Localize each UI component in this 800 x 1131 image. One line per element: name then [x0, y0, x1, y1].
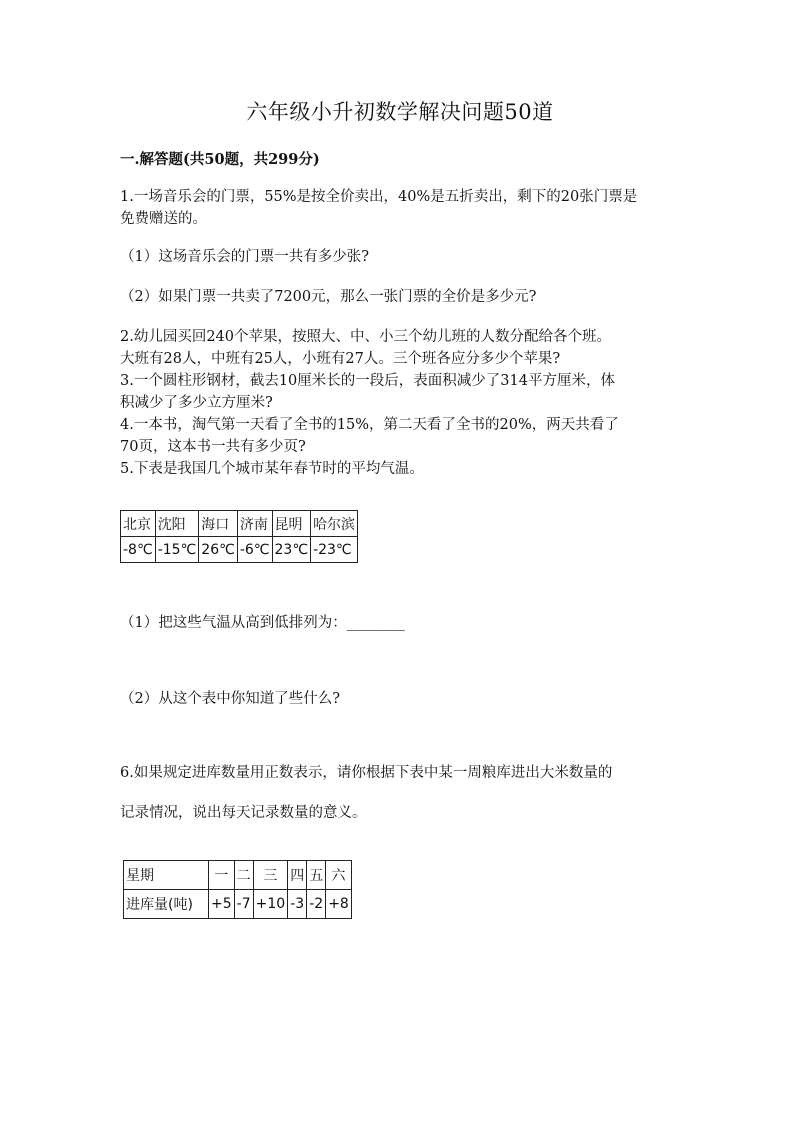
table-cell-city: 昆明 [272, 511, 311, 537]
page-title: 六年级小升初数学解决问题50道 [246, 100, 554, 124]
table-header-cell: 五 [307, 861, 326, 890]
table-cell-temp: -15℃ [155, 537, 199, 563]
table-row [121, 537, 358, 563]
question-6-line-1: 6.如果规定进库数量用正数表示，请你根据下表中某一周粮库进出大米数量的 [120, 765, 613, 781]
table-header-cell: 星期 [124, 861, 209, 890]
table-row [124, 890, 352, 919]
question-1-line-2: 免费赠送的。 [120, 211, 207, 227]
question-2-line-1: 2.幼儿园买回240个苹果，按照大、中、小三个幼儿班的人数分配给各个班。 [120, 329, 612, 345]
question-5-sub-2: （2）从这个表中你知道了些什么? [120, 691, 340, 707]
question-5-sub-1: （1）把这些气温从高到低排列为：________ [120, 615, 405, 631]
table-cell-city: 济南 [237, 511, 272, 537]
table-row [124, 861, 352, 890]
table-cell: +10 [253, 890, 288, 919]
table-header-cell: 二 [234, 861, 253, 890]
question-1-sub-1: （1）这场音乐会的门票一共有多少张? [120, 249, 369, 265]
section-heading: 一.解答题(共50题，共299分) [120, 151, 320, 168]
question-4-line-2: 70页，这本书一共有多少页? [120, 439, 306, 455]
table-cell-temp: 26℃ [199, 537, 238, 563]
table-row [121, 511, 358, 537]
table-header-cell: 六 [326, 861, 352, 890]
table-header-cell: 一 [209, 861, 235, 890]
table-cell-city: 哈尔滨 [311, 511, 358, 537]
table-cell: +5 [209, 890, 235, 919]
table-cell-city: 北京 [121, 511, 156, 537]
question-6-line-2: 记录情况，说出每天记录数量的意义。 [120, 805, 367, 821]
warehouse-table [123, 860, 352, 919]
table-cell-city: 沈阳 [155, 511, 199, 537]
question-1-line-1: 1.一场音乐会的门票，55%是按全价卖出，40%是五折卖出，剩下的20张门票是 [120, 189, 638, 205]
question-3-line-2: 积减少了多少立方厘米? [120, 395, 273, 411]
table-cell-city: 海口 [199, 511, 238, 537]
question-2-line-2: 大班有28人，中班有25人，小班有27人。三个班各应分多少个苹果? [120, 351, 561, 367]
table-cell: 进库量(吨) [124, 890, 209, 919]
table-cell-temp: 23℃ [272, 537, 311, 563]
table-header-cell: 四 [288, 861, 307, 890]
table-cell-temp: -8℃ [121, 537, 156, 563]
question-5-line-1: 5.下表是我国几个城市某年春节时的平均气温。 [120, 461, 424, 477]
temperature-table [120, 510, 358, 563]
table-cell-temp: -23℃ [311, 537, 358, 563]
table-cell-temp: -6℃ [237, 537, 272, 563]
question-4-line-1: 4.一本书，淘气第一天看了全书的15%，第二天看了全书的20%，两天共看了 [120, 417, 619, 433]
question-3-line-1: 3.一个圆柱形钢材，截去10厘米长的一段后，表面积减少了314平方厘米，体 [120, 373, 615, 389]
table-cell: +8 [326, 890, 352, 919]
table-cell: -3 [288, 890, 307, 919]
table-cell: -2 [307, 890, 326, 919]
table-cell: -7 [234, 890, 253, 919]
question-1-sub-2: （2）如果门票一共卖了7200元，那么一张门票的全价是多少元? [120, 289, 537, 305]
table-header-cell: 三 [253, 861, 288, 890]
